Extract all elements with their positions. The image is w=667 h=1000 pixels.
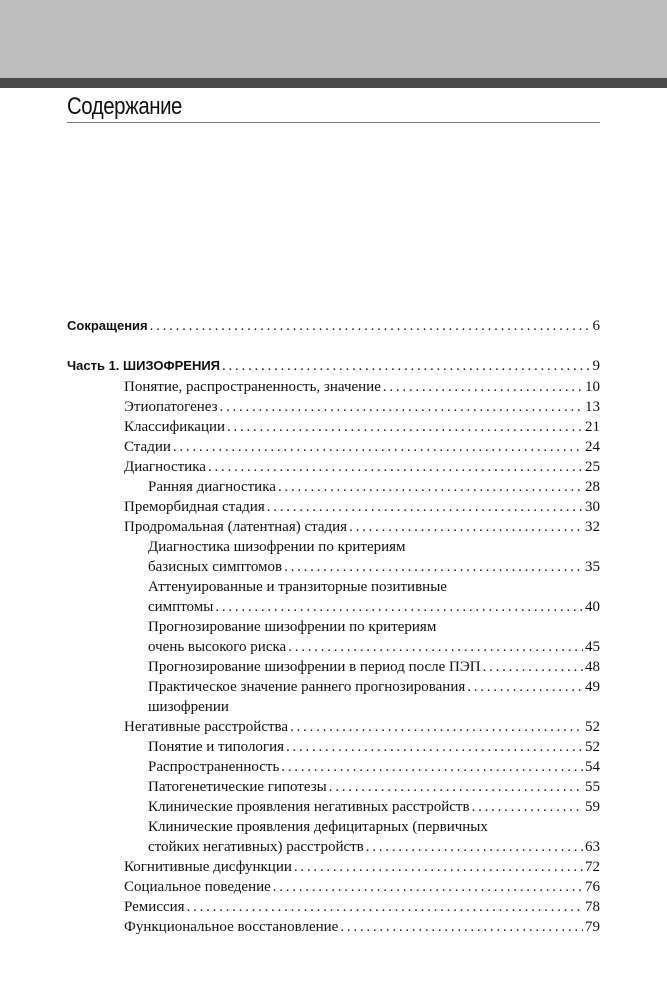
toc-label: Часть 1. ШИЗОФРЕНИЯ [67, 358, 221, 373]
toc-label: Функциональное восстановление [124, 919, 339, 935]
toc-label: Продромальная (латентная) стадия [124, 519, 348, 535]
toc-label: Клинические проявления негативных расстройств [148, 799, 470, 815]
toc-entry[interactable] [67, 737, 600, 757]
leader-dots [227, 417, 583, 437]
toc-page: 78 [585, 899, 600, 915]
toc-entry[interactable] [67, 777, 600, 797]
toc-entry[interactable] [67, 517, 600, 537]
toc-entry-line1[interactable]: Клинические проявления дефицитарных (первичных [148, 819, 488, 835]
toc-entry[interactable] [67, 557, 600, 577]
toc-entry[interactable] [67, 377, 600, 397]
toc-label: Диагностика [124, 459, 206, 475]
toc-entry[interactable] [67, 397, 600, 417]
leader-dots [366, 837, 583, 857]
toc-page: 35 [585, 559, 600, 575]
toc-label: стойких негативных) расстройств [148, 839, 364, 855]
header-band [0, 0, 667, 78]
toc-entry[interactable] [67, 717, 600, 737]
toc-page: 9 [592, 358, 600, 374]
toc-page: 72 [585, 859, 600, 875]
toc-entry[interactable] [67, 497, 600, 517]
leader-dots [472, 797, 583, 817]
toc-page: 52 [585, 739, 600, 755]
toc-label: очень высокого риска [148, 639, 287, 655]
toc-entry[interactable] [67, 437, 600, 457]
leader-dots [220, 397, 583, 417]
leader-dots [483, 657, 583, 677]
leader-dots [383, 377, 583, 397]
toc-label: Понятие, распространенность, значение [124, 379, 381, 395]
toc-entry[interactable] [67, 677, 600, 697]
toc-entry-part1[interactable] [67, 356, 600, 376]
header-stripe [0, 78, 667, 88]
toc-label: Сокращения [67, 318, 148, 333]
toc-entry[interactable] [67, 877, 600, 897]
leader-dots [286, 737, 583, 757]
leader-dots [222, 356, 590, 376]
leader-dots [173, 437, 583, 457]
leader-dots [215, 597, 583, 617]
toc-label: Практическое значение раннего прогнозирования [148, 679, 466, 695]
toc-page: 79 [585, 919, 600, 935]
toc-entry[interactable] [67, 917, 600, 937]
leader-dots [340, 917, 583, 937]
toc-page: 48 [585, 659, 600, 675]
leader-dots [349, 517, 583, 537]
toc-page: 63 [585, 839, 600, 855]
toc-entry[interactable] [67, 417, 600, 437]
toc-entry-abbreviations[interactable] [67, 316, 600, 336]
toc-entry[interactable] [67, 797, 600, 817]
toc-label: Ремиссия [124, 899, 185, 915]
toc-entry-line1[interactable]: Аттенуированные и транзиторные позитивные [148, 579, 447, 595]
toc-page: 25 [585, 459, 600, 475]
toc-label: Ранняя диагностика [148, 479, 276, 495]
leader-dots [288, 637, 583, 657]
toc-label: Этиопатогенез [124, 399, 218, 415]
toc-entry[interactable] [67, 757, 600, 777]
toc-entry[interactable] [67, 457, 600, 477]
toc-page: 6 [592, 318, 600, 334]
title-rule [67, 122, 600, 123]
toc-entry[interactable] [67, 597, 600, 617]
toc-page: 54 [585, 759, 600, 775]
toc-entry[interactable] [67, 857, 600, 877]
toc-label: Классификации [124, 419, 226, 435]
toc-entry-line1[interactable]: Прогнозирование шизофрении по критериям [148, 619, 437, 635]
toc-page: 52 [585, 719, 600, 735]
leader-dots [267, 497, 583, 517]
toc-label: Стадии [124, 439, 171, 455]
toc-page: 28 [585, 479, 600, 495]
toc-label: Прогнозирование шизофрении в период после ПЭП [148, 659, 481, 675]
leader-dots [284, 557, 583, 577]
toc-page: 45 [585, 639, 600, 655]
leader-dots [208, 457, 583, 477]
toc-page: 24 [585, 439, 600, 455]
toc-label: Негативные расстройства [124, 719, 289, 735]
toc-label: Понятие и типология [148, 739, 285, 755]
leader-dots [150, 316, 591, 336]
toc-label: Патогенетические гипотезы [148, 779, 327, 795]
leader-dots [187, 897, 583, 917]
page-title: Содержание [67, 93, 182, 120]
toc-page: 40 [585, 599, 600, 615]
toc-label: Социальное поведение [124, 879, 271, 895]
toc-page: 59 [585, 799, 600, 815]
toc-label: Распространенность [148, 759, 280, 775]
toc-entry-line1[interactable]: Диагностика шизофрении по критериям [148, 539, 406, 555]
toc-label: симптомы [148, 599, 214, 615]
toc-label: Преморбидная стадия [124, 499, 265, 515]
toc-page: 55 [585, 779, 600, 795]
toc-page: 10 [585, 379, 600, 395]
toc-entry-line2[interactable]: шизофрении [148, 699, 229, 715]
leader-dots [467, 677, 583, 697]
toc-label: Когнитивные дисфункции [124, 859, 292, 875]
toc-entry[interactable] [67, 837, 600, 857]
toc-page: 76 [585, 879, 600, 895]
toc-page: 13 [585, 399, 600, 415]
leader-dots [294, 857, 583, 877]
toc-page: 49 [585, 679, 600, 695]
toc-label: базисных симптомов [148, 559, 283, 575]
leader-dots [290, 717, 583, 737]
leader-dots [281, 757, 583, 777]
toc-entry[interactable] [67, 897, 600, 917]
toc-entry[interactable] [67, 657, 600, 677]
leader-dots [278, 477, 583, 497]
toc-entry[interactable] [67, 477, 600, 497]
leader-dots [329, 777, 583, 797]
toc-page: 30 [585, 499, 600, 515]
toc-page: 21 [585, 419, 600, 435]
leader-dots [273, 877, 583, 897]
toc-entry[interactable] [67, 637, 600, 657]
toc-page: 32 [585, 519, 600, 535]
